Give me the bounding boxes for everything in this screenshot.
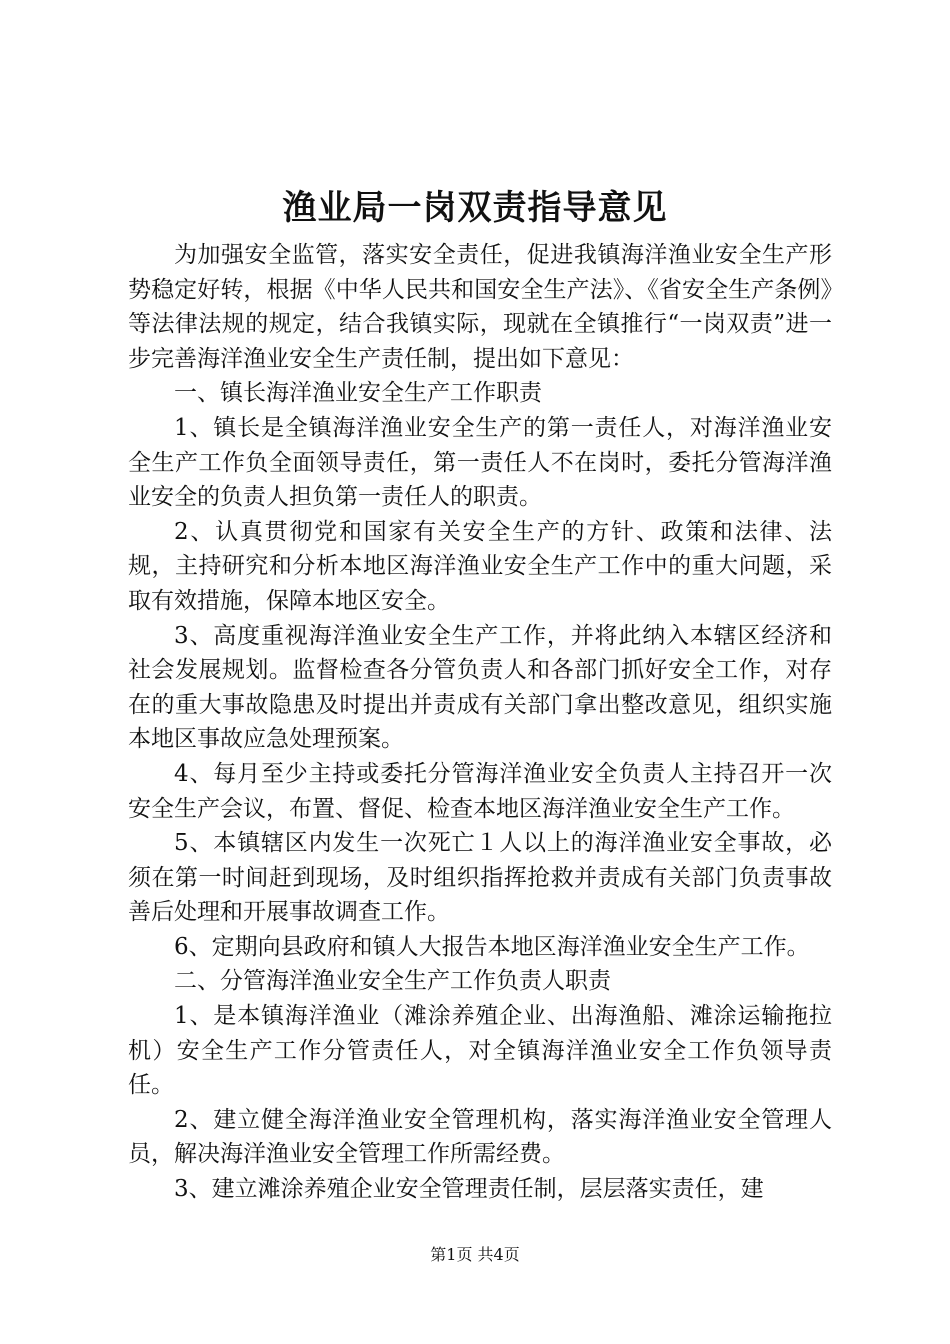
paragraph-item: 2、认真贯彻党和国家有关安全生产的方针、政策和法律、法规，主持研究和分析本地区海洋渔业安全生产工作中的重大问题，采取有效措施，保障本地区安全。 [128, 518, 832, 614]
page-number-footer: 第1页 共4页 [430, 1245, 520, 1264]
document-title: 渔业局一岗双责指导意见 [282, 188, 668, 228]
paragraph-item: 6、定期向县政府和镇人大报告本地区海洋渔业安全生产工作。 [174, 933, 810, 960]
paragraph-item: 5、本镇辖区内发生一次死亡１人以上的海洋渔业安全事故，必须在第一时间赶到现场，及时组织指挥抢救并责成有关部门负责事故善后处理和开展事故调查工作。 [128, 830, 832, 926]
section-heading-1: 一、镇长海洋渔业安全生产工作职责 [174, 380, 542, 407]
paragraph-intro: 为加强安全监管，落实安全责任，促进我镇海洋渔业安全生产形势稳定好转，根据《中华人民共和国安全生产法》、《省安全生产条例》等法律法规的规定，结合我镇实际，现就在全镇推行“一岗双责”进一步完善海洋渔业安全生产责任制，提出如下意见： [128, 242, 832, 372]
section-heading-2: 二、分管海洋渔业安全生产工作负责人职责 [174, 968, 611, 995]
paragraph-item: 1、镇长是全镇海洋渔业安全生产的第一责任人，对海洋渔业安全生产工作负全面领导责任，第一责任人不在岗时，委托分管海洋渔业安全的负责人担负第一责任人的职责。 [128, 414, 832, 511]
document-body [128, 238, 832, 1207]
paragraph-item: 2、建立健全海洋渔业安全管理机构，落实海洋渔业安全管理人员，解决海洋渔业安全管理工作所需经费。 [128, 1106, 832, 1168]
paragraph-item: 4、每月至少主持或委托分管海洋渔业安全负责人主持召开一次安全生产会议，布置、督促、检查本地区海洋渔业安全生产工作。 [128, 760, 832, 822]
paragraph-item: 3、建立滩涂养殖企业安全管理责任制，层层落实责任，建 [174, 1176, 764, 1203]
paragraph-item: 3、高度重视海洋渔业安全生产工作，并将此纳入本辖区经济和社会发展规划。监督检查各分管负责人和各部门抓好安全工作，对存在的重大事故隐患及时提出并责成有关部门拿出整改意见，组织实施本地区事故应急处理预案。 [128, 622, 832, 753]
paragraph-item: 1、是本镇海洋渔业（滩涂养殖企业、出海渔船、滩涂运输拖拉机）安全生产工作分管责任人，对全镇海洋渔业安全工作负领导责任。 [128, 1003, 832, 1099]
